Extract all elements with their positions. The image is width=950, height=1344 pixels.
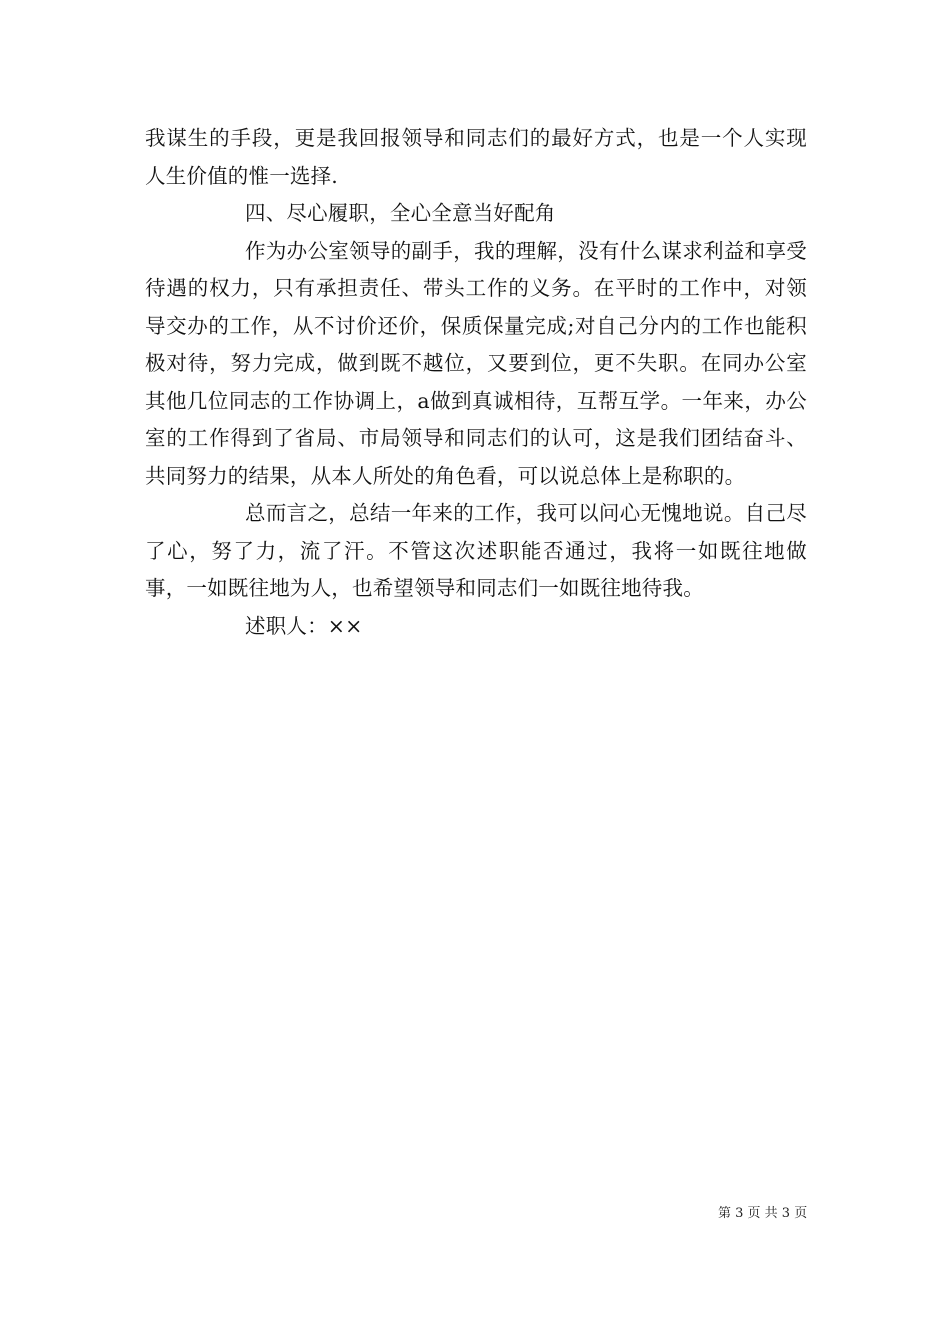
paragraph-summary: 总而言之，总结一年来的工作，我可以问心无愧地说。自己尽了心，努了力，流了汗。不管这次述职能否通过，我将一如既往地做事，一如既往地为人，也希望领导和同志们一如既往地待我。 (145, 501, 807, 600)
signature-line: 述职人：×× (245, 613, 363, 638)
page-number-footer: 第 3 页 共 3 页 (718, 1206, 808, 1221)
document-body (145, 120, 807, 645)
paragraph-duties: 作为办公室领导的副手，我的理解，没有什么谋求利益和享受待遇的权力，只有承担责任、带头工作的义务。在平时的工作中，对领导交办的工作，从不讨价还价，保质保量完成;对自己分内的工作也能积极对待，努力完成，做到既不越位，又要到位，更不失职。在同办公室其他几位同志的工作协调上，a做到真诚相待，互帮互学。一年来，办公室的工作得到了省局、市局领导和同志们的认可，这是我们团结奋斗、共同努力的结果，从本人所处的角色看，可以说总体上是称职的。 (145, 238, 807, 488)
paragraph-continuation: 我谋生的手段，更是我回报领导和同志们的最好方式，也是一个人实现人生价值的惟一选择. (145, 126, 807, 188)
section-heading: 四、尽心履职，全心全意当好配角 (245, 201, 556, 225)
